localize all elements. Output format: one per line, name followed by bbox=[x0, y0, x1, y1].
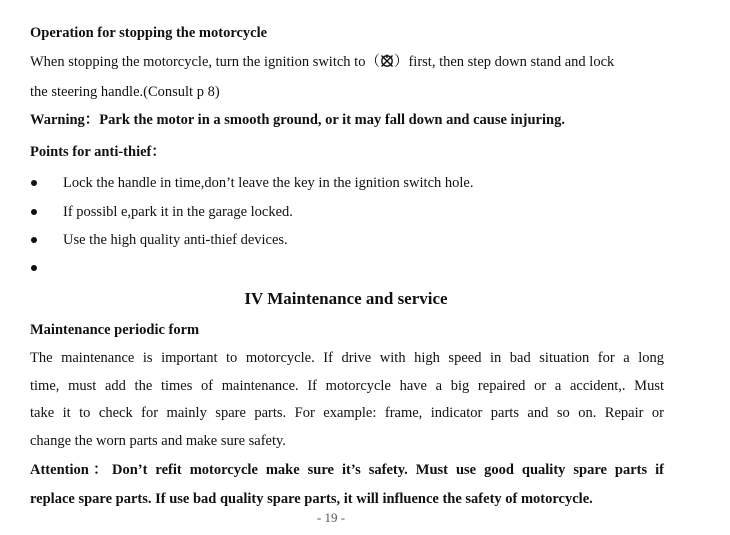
warning-text: Warning：Park the motor in a smooth ground, or it may fall down and cause injuring. bbox=[30, 112, 565, 128]
anti-thief-title: Points for anti-thief： bbox=[30, 144, 166, 160]
attention-line-1: Attention：Don’t refit motorcycle make sure it’s safety. Must use good quality spare parts if bbox=[30, 462, 664, 478]
attention-line-2: replace spare parts. If use bad quality spare parts, it will influence the safety of motorcycle. bbox=[30, 491, 593, 507]
maintenance-paragraph-line-4: change the worn parts and make sure safety. bbox=[30, 433, 286, 449]
ignition-off-icon bbox=[380, 54, 394, 68]
stopping-text-a: When stopping the motorcycle, turn the ignition switch to（ bbox=[30, 54, 380, 70]
maintenance-paragraph-line-3: take it to check for mainly spare parts. For example: frame, indicator parts and so on. Repair or bbox=[30, 405, 664, 421]
stopping-text-b: ）first, then step down stand and lock bbox=[393, 54, 615, 70]
maintenance-paragraph-line-2: time, must add the times of maintenance. If motorcycle have a big repaired or a accident,. Must bbox=[30, 378, 664, 394]
maintenance-paragraph-line-1: The maintenance is important to motorcycle. If drive with high speed in bad situation for a long bbox=[30, 350, 664, 366]
page-number: - 19 - bbox=[316, 510, 346, 525]
bullet-dot bbox=[31, 180, 37, 186]
stopping-instructions-line1 bbox=[30, 53, 614, 71]
anti-thief-item-3: Use the high quality anti-thief devices. bbox=[63, 232, 288, 248]
maintenance-subtitle: Maintenance periodic form bbox=[30, 322, 200, 338]
anti-thief-item-1: Lock the handle in time,don’t leave the key in the ignition switch hole. bbox=[63, 175, 474, 191]
bullet-dot bbox=[31, 237, 37, 243]
section-heading-maintenance: IV Maintenance and service bbox=[244, 289, 448, 308]
anti-thief-item-2: If possibl e,park it in the garage locked. bbox=[63, 204, 293, 220]
bullet-dot bbox=[31, 265, 37, 271]
section-title-stopping: Operation for stopping the motorcycle bbox=[30, 25, 268, 41]
bullet-dot bbox=[31, 209, 37, 215]
stopping-instructions-line2: the steering handle.(Consult p 8) bbox=[30, 84, 220, 100]
